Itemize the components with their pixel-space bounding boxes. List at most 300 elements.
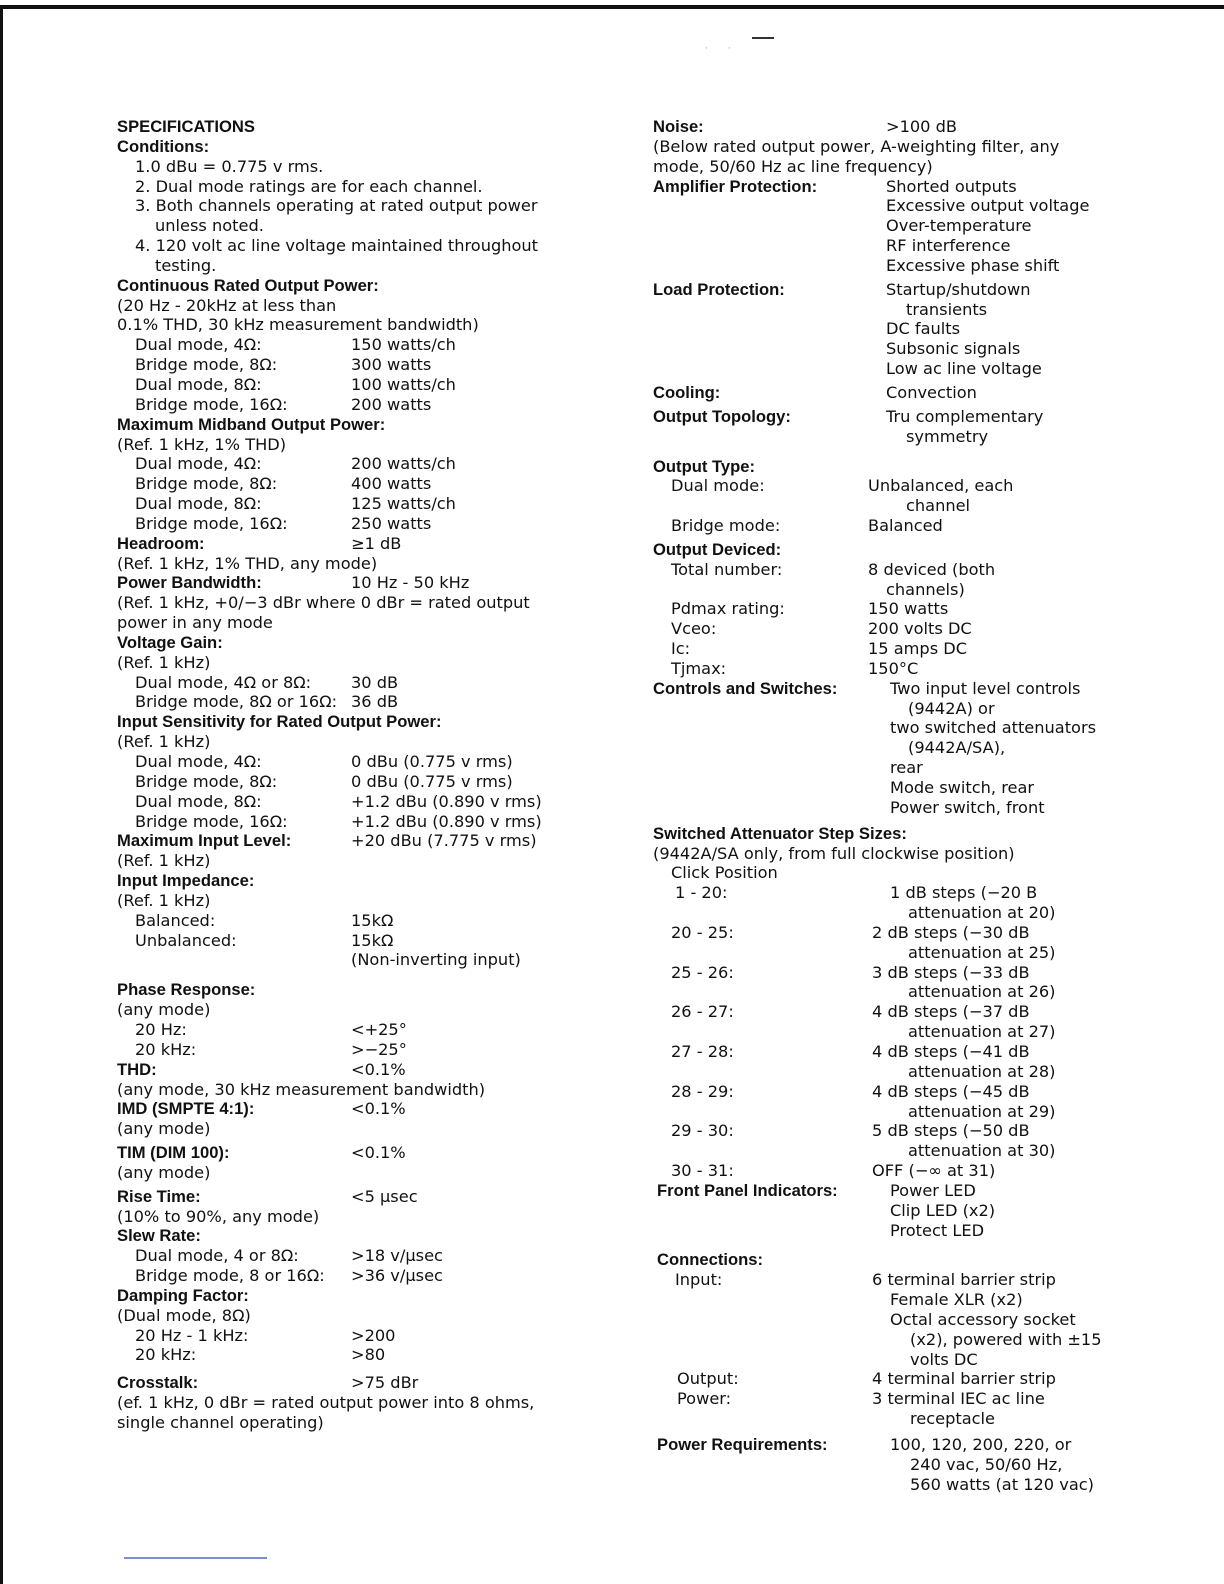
impedance-section	[117, 871, 572, 970]
spec-value: Protect LED	[890, 1220, 985, 1240]
spec-value: Subsonic signals	[886, 339, 1021, 359]
conditions-section	[117, 137, 572, 276]
section-note: 0.1% THD, 30 kHz measurement bandwidth)	[117, 315, 479, 335]
spec-row	[653, 560, 1103, 580]
spec-value: DC faults	[886, 319, 961, 339]
phase-section	[117, 980, 572, 1059]
spec-value: <0.1%	[351, 1059, 406, 1079]
spec-value: Startup/shutdown	[886, 279, 1031, 299]
damping-section	[117, 1286, 572, 1365]
spec-row	[653, 659, 1103, 679]
spec-row	[653, 1082, 1103, 1102]
spec-value: 150 watts	[868, 599, 949, 619]
spec-row	[653, 599, 1103, 619]
spec-label: 26 - 27:	[671, 1002, 734, 1022]
imd-section	[117, 1099, 572, 1139]
spec-label: Bridge mode, 8Ω:	[135, 771, 278, 791]
spec-row	[653, 236, 1103, 256]
spec-value: 0 dBu (0.775 v rms)	[351, 752, 513, 771]
spec-value: Clip LED (x2)	[890, 1200, 996, 1220]
spacer	[653, 1240, 1103, 1250]
spec-label: Balanced:	[135, 910, 216, 930]
power-bandwidth-section	[117, 573, 572, 633]
continuous-power-section	[117, 276, 572, 415]
spacer	[117, 1365, 572, 1373]
spec-value: >−25°	[351, 1039, 407, 1059]
spec-value: volts DC	[910, 1349, 978, 1369]
spec-value: +20 dBu (7.775 v rms)	[351, 831, 537, 851]
spec-value: Octal accessory socket	[890, 1309, 1076, 1329]
scan-dots: ··	[705, 44, 751, 54]
spec-value: +1.2 dBu (0.890 v rms)	[351, 811, 542, 831]
headroom-section	[117, 534, 572, 574]
controls-section	[653, 679, 1103, 818]
spec-value: 15 amps DC	[868, 639, 968, 659]
spec-value: Excessive phase shift	[886, 255, 1060, 275]
cooling-section	[653, 383, 1103, 403]
spec-row	[653, 679, 1103, 699]
spec-row	[653, 407, 1103, 427]
indicators-section	[653, 1181, 1103, 1241]
spacer	[653, 447, 1103, 457]
spec-value: Shorted outputs	[886, 176, 1017, 196]
spec-value: Unbalanced, each	[868, 476, 1014, 496]
spec-row	[653, 1121, 1103, 1141]
deviced-section	[653, 540, 1103, 679]
spec-row	[653, 1369, 1103, 1389]
spec-value: 560 watts (at 120 vac)	[910, 1474, 1094, 1494]
section-note: single channel operating)	[117, 1413, 324, 1432]
spec-label: 27 - 28:	[671, 1041, 734, 1061]
output-type-section	[653, 457, 1103, 536]
section-note: (Ref. 1 kHz, 1% THD, any mode)	[117, 553, 378, 573]
section-note: (any mode, 30 kHz measurement bandwidth)	[117, 1079, 486, 1099]
section-heading: Amplifier Protection:	[653, 176, 818, 196]
spec-value: attenuation at 27)	[908, 1022, 1056, 1042]
spec-value: +1.2 dBu (0.890 v rms)	[351, 791, 542, 811]
spec-row	[117, 931, 572, 951]
spec-value: 8 deviced (both	[868, 559, 996, 579]
amp-protection-section	[653, 177, 1103, 276]
spec-row	[117, 1373, 572, 1393]
spec-label: Dual mode, 4Ω:	[135, 454, 262, 474]
spec-value: Two input level controls	[890, 678, 1081, 698]
spec-row	[653, 177, 1103, 197]
spec-row	[653, 1161, 1103, 1181]
spec-row	[117, 792, 572, 812]
spec-label: Dual mode, 4 or 8Ω:	[135, 1246, 299, 1266]
spec-value: channel	[906, 496, 971, 516]
section-note: (Ref. 1 kHz, +0/−3 dBr where 0 dBr = rated output	[117, 593, 530, 613]
spec-row	[653, 619, 1103, 639]
spec-value: 2 dB steps (−30 dB	[872, 922, 1030, 942]
thd-section	[117, 1060, 572, 1100]
spec-row	[117, 1143, 572, 1163]
spec-value: 250 watts	[351, 513, 432, 533]
page-left-border	[0, 5, 3, 1584]
spec-row	[653, 923, 1103, 943]
spec-label: Tjmax:	[671, 658, 727, 678]
spec-row	[117, 692, 572, 712]
spec-label: Unbalanced:	[135, 930, 237, 950]
spec-value: 400 watts	[351, 474, 432, 494]
spec-value: receptacle	[910, 1409, 996, 1429]
spec-value: Excessive output voltage	[886, 196, 1090, 216]
spec-value: ≥1 dB	[351, 533, 402, 553]
section-heading: Output Topology:	[653, 406, 791, 426]
section-heading: IMD (SMPTE 4:1):	[117, 1099, 255, 1119]
spec-value: (9442A/SA),	[908, 738, 1006, 758]
spec-label: Output:	[677, 1369, 739, 1389]
spec-row	[653, 738, 1103, 758]
spec-row	[653, 1330, 1103, 1350]
section-heading: Maximum Midband Output Power:	[117, 414, 386, 434]
condition-item: unless noted.	[155, 216, 264, 236]
section-note: (20 Hz - 20kHz at less than	[117, 295, 337, 315]
spec-row	[117, 1326, 572, 1346]
spec-value: 15kΩ	[351, 930, 394, 950]
section-heading: Noise:	[653, 117, 704, 136]
spec-row	[653, 359, 1103, 379]
spec-value: 100, 120, 200, 220, or	[890, 1435, 1072, 1454]
spec-row	[117, 1345, 572, 1365]
spec-value: attenuation at 20)	[908, 903, 1056, 923]
spec-label: 20 - 25:	[671, 922, 734, 942]
spec-row	[117, 355, 572, 375]
spec-row	[653, 639, 1103, 659]
section-note: power in any mode	[117, 613, 273, 633]
section-note: (Ref. 1 kHz)	[117, 732, 211, 752]
spec-row	[117, 911, 572, 931]
spec-value: 4 dB steps (−45 dB	[872, 1081, 1030, 1101]
spec-row	[117, 1060, 572, 1080]
spec-row	[117, 474, 572, 494]
section-heading: Controls and Switches:	[653, 678, 838, 698]
spec-label: Bridge mode:	[671, 516, 781, 536]
section-note: (any mode)	[117, 1119, 211, 1139]
section-heading: Damping Factor:	[117, 1285, 249, 1305]
spec-row	[117, 534, 572, 554]
section-heading: Output Type:	[653, 456, 756, 476]
section-heading: Load Protection:	[653, 279, 785, 299]
section-note: (Ref. 1 kHz)	[117, 652, 211, 672]
section-heading: Slew Rate:	[117, 1226, 201, 1246]
spec-row	[653, 798, 1103, 818]
spec-value: attenuation at 28)	[908, 1061, 1056, 1081]
section-heading: Switched Attenuator Step Sizes:	[653, 823, 907, 843]
condition-item: testing.	[155, 255, 217, 275]
spec-value: 200 volts DC	[868, 619, 972, 639]
spec-row	[117, 1020, 572, 1040]
spec-value: 150 watts/ch	[351, 335, 456, 355]
condition-item: 1.0 dBu = 0.775 v rms.	[135, 156, 324, 176]
spec-value: >200	[351, 1325, 396, 1345]
spec-label: Bridge mode, 16Ω:	[135, 394, 288, 414]
spec-row	[653, 1022, 1103, 1042]
spec-row	[117, 375, 572, 395]
spec-row	[653, 300, 1103, 320]
spec-value: 36 dB	[351, 692, 399, 712]
section-note: (Ref. 1 kHz)	[117, 851, 211, 871]
spec-row	[653, 216, 1103, 236]
spec-label: Dual mode, 4Ω:	[135, 335, 262, 355]
spec-row	[117, 1099, 572, 1119]
spec-row	[117, 831, 572, 851]
spec-value: 3 terminal IEC ac line	[872, 1389, 1045, 1409]
spec-row	[653, 516, 1103, 536]
spec-label: Power:	[677, 1389, 732, 1409]
spec-row	[117, 1266, 572, 1286]
spec-row	[653, 699, 1103, 719]
section-heading: THD:	[117, 1059, 157, 1079]
spec-row	[117, 514, 572, 534]
spec-row	[117, 812, 572, 832]
spec-value: Power LED	[890, 1180, 976, 1200]
spec-row	[117, 950, 572, 970]
spec-value: >75 dBr	[351, 1373, 419, 1393]
rise-section	[117, 1187, 572, 1227]
spec-row	[653, 427, 1103, 447]
spec-label: 29 - 30:	[671, 1121, 734, 1141]
section-heading: Front Panel Indicators:	[657, 1180, 838, 1200]
spec-value: 150°C	[868, 658, 919, 678]
spec-value: >18 v/μsec	[351, 1246, 443, 1266]
spec-row	[653, 383, 1103, 403]
spec-row	[653, 718, 1103, 738]
max-input-section	[117, 831, 572, 871]
connections-section	[653, 1250, 1103, 1429]
spec-value: transients	[906, 299, 988, 319]
section-heading: Conditions:	[117, 136, 210, 156]
spec-label: Bridge mode, 16Ω:	[135, 513, 288, 533]
spec-value: 4 dB steps (−37 dB	[872, 1002, 1030, 1022]
spec-value: Low ac line voltage	[886, 359, 1042, 379]
spec-value: 1 dB steps (−20 B	[890, 883, 1038, 903]
section-heading: Rise Time:	[117, 1186, 201, 1206]
spec-row	[117, 752, 572, 772]
spec-value: 30 dB	[351, 672, 399, 692]
spec-value: 6 terminal barrier strip	[872, 1270, 1056, 1290]
spec-row	[653, 1475, 1103, 1495]
spec-row	[653, 778, 1103, 798]
spec-row	[653, 319, 1103, 339]
spec-row	[653, 982, 1103, 1002]
spec-row	[653, 903, 1103, 923]
spec-value: 0 dBu (0.775 v rms)	[351, 771, 513, 791]
section-heading: Output Deviced:	[653, 539, 782, 559]
section-heading: Connections:	[657, 1250, 764, 1270]
spec-label: Ic:	[671, 639, 691, 659]
spec-value: Over-temperature	[886, 216, 1032, 236]
spec-label: Bridge mode, 8 or 16Ω:	[135, 1266, 325, 1286]
spec-label: Bridge mode, 8Ω:	[135, 474, 278, 494]
section-heading: TIM (DIM 100):	[117, 1143, 230, 1163]
section-note: (Dual mode, 8Ω)	[117, 1305, 251, 1325]
spec-value: (9442A) or	[908, 698, 995, 718]
spec-label: Bridge mode, 8Ω or 16Ω:	[135, 692, 338, 712]
condition-item: 3. Both channels operating at rated output power	[135, 196, 538, 216]
condition-item: 4. 120 volt ac line voltage maintained throughout	[135, 236, 539, 256]
spec-value: <+25°	[351, 1019, 407, 1039]
spec-label: Vceo:	[671, 619, 717, 639]
spec-value: Tru complementary	[886, 406, 1044, 426]
spec-label: Dual mode, 8Ω:	[135, 494, 262, 514]
voltage-gain-section	[117, 633, 572, 712]
section-heading: Headroom:	[117, 533, 205, 553]
spec-label: 20 Hz:	[135, 1019, 187, 1039]
spec-label: Pdmax rating:	[671, 599, 785, 619]
spec-value: 200 watts/ch	[351, 454, 456, 474]
section-note: (9442A/SA only, from full clockwise position)	[653, 843, 1015, 863]
section-heading: Crosstalk:	[117, 1373, 199, 1393]
spec-value: attenuation at 25)	[908, 942, 1056, 962]
spec-row	[653, 1062, 1103, 1082]
spec-row	[653, 1310, 1103, 1330]
spec-value: 5 dB steps (−50 dB	[872, 1121, 1030, 1141]
spec-value: 200 watts	[351, 394, 432, 414]
spec-label: 1 - 20:	[675, 883, 728, 903]
spec-value: 10 Hz - 50 kHz	[351, 573, 470, 593]
spec-row	[653, 883, 1103, 903]
spec-value: attenuation at 26)	[908, 982, 1056, 1002]
spec-label: Bridge mode, 16Ω:	[135, 811, 288, 831]
spec-value: 4 terminal barrier strip	[872, 1369, 1056, 1389]
section-heading: Input Impedance:	[117, 871, 255, 891]
spec-row	[653, 758, 1103, 778]
section-note: (Ref. 1 kHz)	[117, 890, 211, 910]
spec-value: >100 dB	[886, 117, 957, 136]
spec-value: 100 watts/ch	[351, 374, 456, 394]
spec-row	[653, 1409, 1103, 1429]
section-heading: Cooling:	[653, 382, 721, 402]
crosstalk-section	[117, 1373, 572, 1433]
section-note: (Ref. 1 kHz, 1% THD)	[117, 434, 287, 454]
spec-label: Input:	[675, 1270, 723, 1290]
spec-value: Mode switch, rear	[890, 778, 1035, 797]
spec-row	[117, 1040, 572, 1060]
noise-section	[653, 117, 1103, 177]
spec-row	[653, 280, 1103, 300]
spec-row	[653, 339, 1103, 359]
spec-row	[653, 196, 1103, 216]
spec-label: 20 Hz - 1 kHz:	[135, 1325, 249, 1345]
spec-value: <5 μsec	[351, 1186, 418, 1206]
section-note: (any mode)	[117, 1162, 211, 1182]
spec-row	[653, 256, 1103, 276]
sensitivity-section	[117, 712, 572, 831]
spec-value: Female XLR (x2)	[890, 1290, 1023, 1310]
spec-value: symmetry	[906, 426, 989, 446]
spec-value: 15kΩ	[351, 910, 394, 930]
spec-row	[653, 476, 1103, 496]
section-subheading: Click Position	[671, 863, 778, 883]
section-note: (any mode)	[117, 1000, 211, 1020]
spec-row	[117, 1187, 572, 1207]
spec-row	[653, 1435, 1103, 1455]
midband-power-section	[117, 415, 572, 534]
spec-row	[117, 1246, 572, 1266]
spec-value: >36 v/μsec	[351, 1266, 443, 1286]
footnote-rule	[124, 1557, 267, 1559]
spec-row	[653, 1042, 1103, 1062]
spec-value: Convection	[886, 382, 977, 402]
spec-label: 20 kHz:	[135, 1345, 197, 1365]
section-note: (Below rated output power, A-weighting filter, any	[653, 136, 1060, 156]
section-heading: Phase Response:	[117, 980, 256, 1000]
section-heading: Voltage Gain:	[117, 632, 223, 652]
spec-row	[653, 496, 1103, 516]
spec-label: 28 - 29:	[671, 1081, 734, 1101]
spec-row	[117, 335, 572, 355]
spec-value: 3 dB steps (−33 dB	[872, 962, 1030, 982]
section-note: (ef. 1 kHz, 0 dBr = rated output power into 8 ohms,	[117, 1393, 535, 1413]
spec-value: Power switch, front	[890, 797, 1045, 817]
page-title: SPECIFICATIONS	[117, 117, 255, 136]
spec-value: (x2), powered with ±15	[910, 1329, 1102, 1349]
spec-value: <0.1%	[351, 1143, 406, 1163]
spec-label: Dual mode, 8Ω:	[135, 374, 262, 394]
power-requirements-section	[653, 1435, 1103, 1495]
spec-label: Total number:	[671, 559, 783, 579]
spec-label: 30 - 31:	[671, 1161, 734, 1181]
spacer	[117, 970, 572, 980]
spec-row	[653, 580, 1103, 600]
spec-row	[653, 1270, 1103, 1290]
spec-row	[653, 1455, 1103, 1475]
spec-row	[653, 1141, 1103, 1161]
condition-item: 2. Dual mode ratings are for each channel.	[135, 176, 483, 196]
spec-row	[653, 963, 1103, 983]
section-heading: Continuous Rated Output Power:	[117, 275, 379, 295]
page-top-border	[0, 5, 1224, 9]
spec-value: two switched attenuators	[890, 718, 1097, 738]
spec-row	[117, 772, 572, 792]
spec-value: OFF (−∞ at 31)	[872, 1161, 996, 1181]
section-heading: Power Requirements:	[657, 1435, 828, 1454]
load-protection-section	[653, 280, 1103, 379]
spec-value: 240 vac, 50/60 Hz,	[910, 1454, 1063, 1474]
section-note: mode, 50/60 Hz ac line frequency)	[653, 156, 933, 176]
spec-row	[117, 395, 572, 415]
spec-value: Balanced	[868, 516, 943, 536]
spec-value: attenuation at 30)	[908, 1141, 1056, 1161]
spec-value: rear	[890, 758, 923, 778]
section-heading: Input Sensitivity for Rated Output Power:	[117, 712, 442, 732]
topology-section	[653, 407, 1103, 447]
spec-row	[653, 1002, 1103, 1022]
attenuator-section	[653, 824, 1103, 1181]
spec-value: 300 watts	[351, 355, 432, 375]
spec-row	[653, 1181, 1103, 1201]
spec-value: <0.1%	[351, 1099, 406, 1119]
spec-value: (Non-inverting input)	[351, 950, 521, 970]
spec-value: attenuation at 29)	[908, 1101, 1056, 1121]
spec-row	[653, 117, 1103, 137]
spec-row	[117, 573, 572, 593]
spec-label: 25 - 26:	[671, 962, 734, 982]
section-heading: Power Bandwidth:	[117, 573, 262, 593]
spec-label: Dual mode, 4Ω:	[135, 752, 262, 771]
spec-label: Dual mode, 8Ω:	[135, 791, 262, 811]
spec-label: Bridge mode, 8Ω:	[135, 355, 278, 375]
spec-row	[117, 494, 572, 514]
tim-section	[117, 1143, 572, 1183]
spec-value: >80	[351, 1345, 386, 1365]
spec-row	[653, 1350, 1103, 1370]
spec-row	[653, 1221, 1103, 1241]
right-column	[653, 117, 1103, 1495]
spec-label: Dual mode, 4Ω or 8Ω:	[135, 672, 312, 692]
